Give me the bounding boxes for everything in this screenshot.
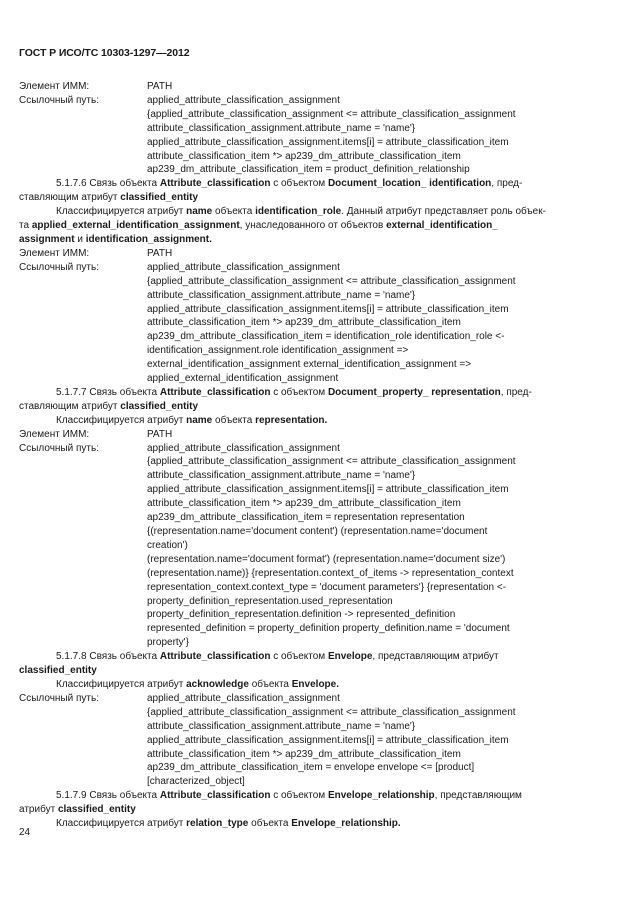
element-value: PATH [147,81,173,92]
path-line: property_definition_representation.used_representation [147,595,393,607]
path-line: applied_external_identification_assignment [147,373,339,385]
element-label: Элемент ИММ: [19,247,90,259]
description-paragraph: Классифицируется атрибут relation_type объекта Envelope_relationship. [56,818,401,830]
section-heading-continuation: атрибут classified_entity [19,804,136,816]
path-line: ap239_dm_attribute_classification_item = product_definition_relationship [147,164,470,176]
path-line: attribute_classification_assignment.attribute_name = 'name'} [147,122,416,134]
path-line: {applied_attribute_classification_assignment <= attribute_classification_assignment [147,456,516,468]
path-line: attribute_classification_assignment.attribute_name = 'name'} [147,470,416,482]
path-line: applied_attribute_classification_assignment.items[i] = attribute_classification_item [147,303,509,315]
path-line: {(representation.name='document content') (representation.name='document [147,526,488,537]
section-heading-5-1-7-9: 5.1.7.9 Связь объекта Attribute_classification с объектом Envelope_relationship, представляющим [56,790,522,802]
path-line: applied_attribute_classification_assignment [147,94,340,106]
element-row [19,428,611,442]
element-value: PATH [147,428,173,440]
path-row [19,442,611,456]
path-line: applied_attribute_classification_assignment.items[i] = attribute_classification_item [147,734,509,746]
element-label: Элемент ИММ: [19,81,90,92]
element-row [19,80,611,94]
section-heading-5-1-7-6: 5.1.7.6 Связь объекта Attribute_classification с объектом Document_location_ identification, пред- [56,178,523,190]
description-paragraph: та applied_external_identification_assignment, унаследованного от объектов external_identification_ [19,220,498,232]
path-line: attribute_classification_assignment.attribute_name = 'name'} [147,720,416,732]
description-paragraph: Классифицируется атрибут name объекта representation. [56,414,328,426]
path-line: (representation.name='document format') (representation.name='document size') [147,553,506,565]
path-line: attribute_classification_item *> ap239_dm_attribute_classification_item [147,150,461,162]
path-line: creation') [147,539,188,551]
path-row [19,692,611,706]
path-row [19,94,611,108]
section-heading-continuation: ставляющим атрибут classified_entity [19,192,199,204]
section-heading-5-1-7-7: 5.1.7.7 Связь объекта Attribute_classification с объектом Document_property_ representation, пред- [56,386,532,398]
path-line: representation_context.context_type = 'document parameters'} {representation <- [147,581,507,593]
section-heading-continuation: ставляющим атрибут classified_entity [19,400,199,412]
section-heading-5-1-7-8: 5.1.7.8 Связь объекта Attribute_classification с объектом Envelope, представляющим атрибут [56,651,499,663]
path-line: property'} [147,637,189,649]
path-line: identification_assignment.role identification_assignment => [147,345,409,357]
path-line: {applied_attribute_classification_assignment <= attribute_classification_assignment [147,108,516,120]
path-line: represented_definition = property_definition property_definition.name = 'document [147,623,510,635]
path-line: applied_attribute_classification_assignment [147,261,340,273]
path-row [19,261,611,275]
path-line: (representation.name)} {representation.context_of_items -> representation_context [147,567,514,579]
element-value: PATH [147,247,173,259]
path-line: attribute_classification_assignment.attribute_name = 'name'} [147,289,416,301]
path-line: applied_attribute_classification_assignment.items[i] = attribute_classification_item [147,136,509,148]
path-line: [characterized_object] [147,776,245,788]
path-line: ap239_dm_attribute_classification_item = envelope envelope <= [product] [147,762,475,774]
path-line: ap239_dm_attribute_classification_item = representation representation [147,512,465,524]
description-paragraph: Классифицируется атрибут acknowledge объекта Envelope. [56,678,340,690]
path-label: Ссылочный путь: [19,692,99,704]
element-label: Элемент ИММ: [19,428,90,440]
path-line: applied_attribute_classification_assignment [147,442,340,454]
page-content [19,80,611,831]
description-paragraph: Классифицируется атрибут name объекта identification_role. Данный атрибут представляет роль объек- [56,206,546,218]
page-number: 24 [19,827,31,838]
path-line: attribute_classification_item *> ap239_dm_attribute_classification_item [147,748,461,760]
path-line: {applied_attribute_classification_assignment <= attribute_classification_assignment [147,706,516,718]
page-header-title: ГОСТ Р ИСО/ТС 10303-1297—2012 [19,47,190,59]
path-label: Ссылочный путь: [19,94,99,106]
path-line: applied_attribute_classification_assignment.items[i] = attribute_classification_item [147,484,509,496]
path-label: Ссылочный путь: [19,261,99,273]
path-line: ap239_dm_attribute_classification_item = identification_role identification_role <- [147,331,505,343]
element-row [19,247,611,261]
description-paragraph: assignment и identification_assignment. [19,233,212,245]
path-line: external_identification_assignment external_identification_assignment => [147,359,472,371]
path-label: Ссылочный путь: [19,442,99,454]
section-heading-continuation: classified_entity [19,665,97,677]
path-line: {applied_attribute_classification_assignment <= attribute_classification_assignment [147,275,516,287]
path-line: property_definition_representation.definition -> represented_definition [147,609,456,621]
path-line: applied_attribute_classification_assignment [147,692,340,704]
path-line: attribute_classification_item *> ap239_dm_attribute_classification_item [147,317,461,329]
path-line: attribute_classification_item *> ap239_dm_attribute_classification_item [147,498,461,510]
